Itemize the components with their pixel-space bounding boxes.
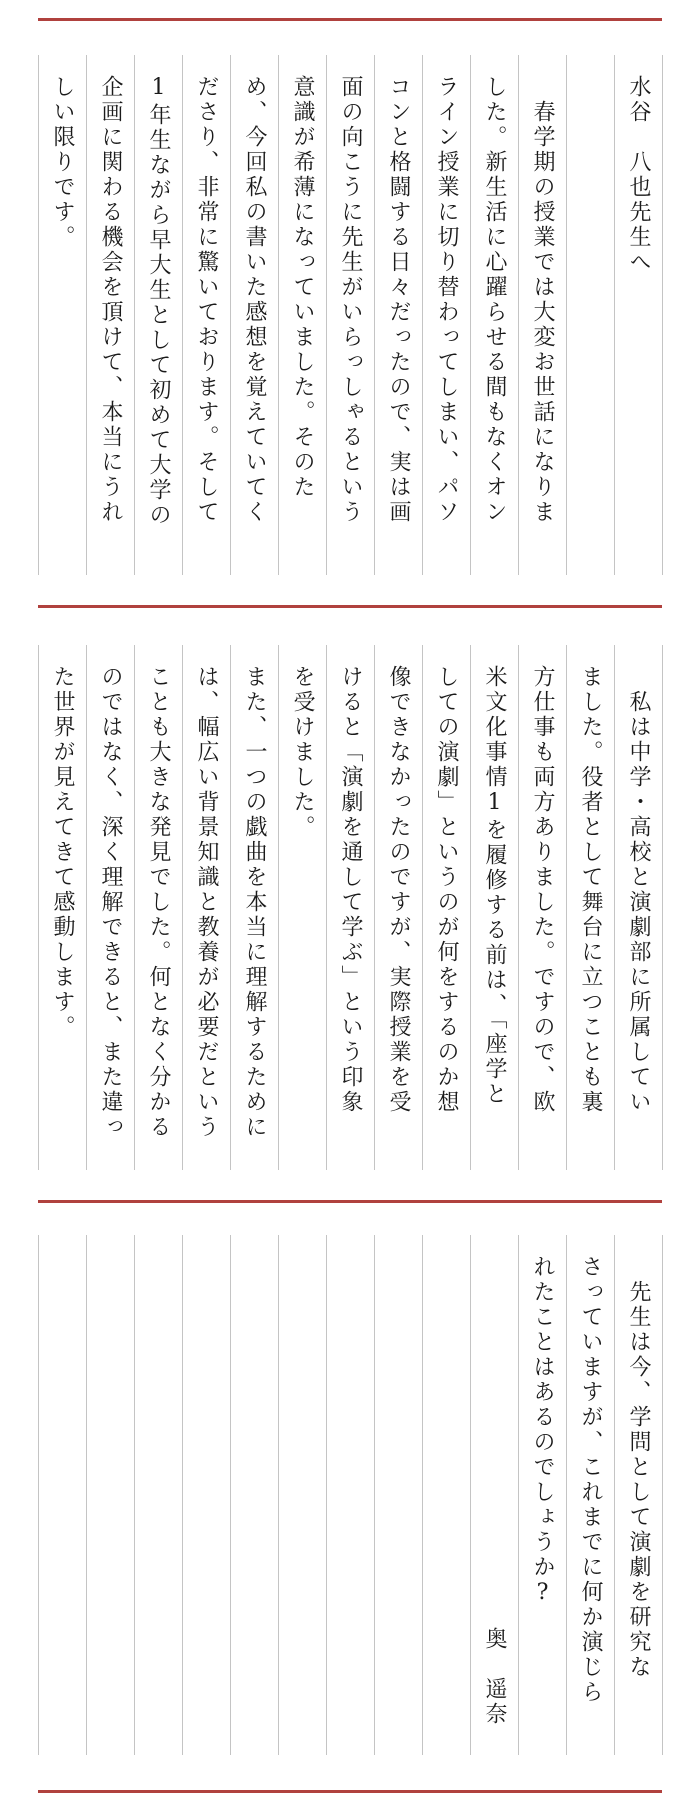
column-text: れたことはあるのでしょうか? [530,1255,555,1608]
manuscript-column [326,1235,374,1755]
red-rule-top [38,18,662,21]
red-rule-bottom [38,1790,662,1793]
manuscript-column [374,55,422,575]
column-text: 1年生ながら早大生として初めて大学の [146,75,171,528]
manuscript-column [182,645,230,1170]
column-text: ライン授業に切り替わってしまい、パソ [434,75,459,525]
red-rule-2 [38,1200,662,1203]
column-text: のではなく、深く理解できると、また違っ [98,665,123,1140]
column-text: けると「演劇を通して学ぶ」という印象 [338,665,363,1115]
manuscript-column [518,55,566,575]
manuscript-column [470,55,518,575]
manuscript-column [230,645,278,1170]
manuscript-column [230,55,278,575]
manuscript-column [566,645,614,1170]
manuscript-column [518,1235,566,1755]
column-text: 方仕事も両方ありました。ですので、欧 [530,665,555,1115]
manuscript-column [38,55,86,575]
column-text: 水谷 八也先生へ [626,75,651,275]
manuscript-column [614,645,662,1170]
manuscript-column [278,55,326,575]
manuscript-column [278,1235,326,1755]
column-text: コンと格闘する日々だったので、実は画 [386,75,411,525]
manuscript-column [374,645,422,1170]
manuscript-column [86,1235,134,1755]
manuscript-column [566,1235,614,1755]
manuscript-column [422,645,470,1170]
column-text: しての演劇」というのが何をするのか想 [434,665,459,1115]
column-text: ださり、非常に驚いております。そして [194,75,219,525]
column-text: さっていますが、これまでに何か演じら [578,1255,603,1705]
manuscript-column [326,55,374,575]
column-text: 米文化事情1を履修する前は、「座学と [482,665,507,1107]
manuscript-column [86,645,134,1170]
manuscript-column [38,1235,86,1755]
column-text: また、一つの戯曲を本当に理解するために [242,665,267,1140]
column-divider [662,55,663,575]
column-text: ことも大きな発見でした。何となく分かる [146,665,171,1140]
manuscript-column [422,55,470,575]
manuscript-column [182,55,230,575]
manuscript-column [134,645,182,1170]
column-divider [662,1235,663,1755]
column-text: した。新生活に心躍らせる間もなくオン [482,75,507,525]
manuscript-column [614,55,662,575]
column-text: は、幅広い背景知識と教養が必要だという [194,665,219,1140]
manuscript-column [566,55,614,575]
column-text: め、今回私の書いた感想を覚えていてく [242,75,267,525]
manuscript-column [182,1235,230,1755]
red-rule-1 [38,605,662,608]
manuscript-column [422,1235,470,1755]
signature-name: 奥 遥奈 [482,1627,507,1727]
letter-panel-3 [38,1235,662,1755]
manuscript-column [86,55,134,575]
column-text: 企画に関わる機会を頂けて、本当にうれ [98,75,123,525]
column-text: を受けました。 [290,665,315,840]
manuscript-column [614,1235,662,1755]
column-text: 像できなかったのですが、実際授業を受 [386,665,411,1115]
column-text: 意識が希薄になっていました。そのた [290,75,315,500]
column-text: ました。役者として舞台に立つことも裏 [578,665,603,1115]
column-text: しい限りです。 [50,75,75,250]
column-text: 私は中学・高校と演劇部に所属してい [626,665,651,1115]
manuscript-column [278,645,326,1170]
manuscript-column [374,1235,422,1755]
column-text: 先生は今、学問として演劇を研究な [626,1255,651,1680]
manuscript-column [326,645,374,1170]
column-text: 春学期の授業では大変お世話になりま [530,75,555,525]
manuscript-column [518,645,566,1170]
manuscript-column [134,55,182,575]
column-divider [662,645,663,1170]
manuscript-column [38,645,86,1170]
letter-panel-1 [38,55,662,575]
manuscript-column [470,645,518,1170]
manuscript-column [230,1235,278,1755]
manuscript-column [470,1235,518,1755]
column-text: 面の向こうに先生がいらっしゃるという [338,75,363,525]
letter-panel-2 [38,645,662,1170]
manuscript-column [134,1235,182,1755]
column-text: た世界が見えてきて感動します。 [50,665,75,1040]
